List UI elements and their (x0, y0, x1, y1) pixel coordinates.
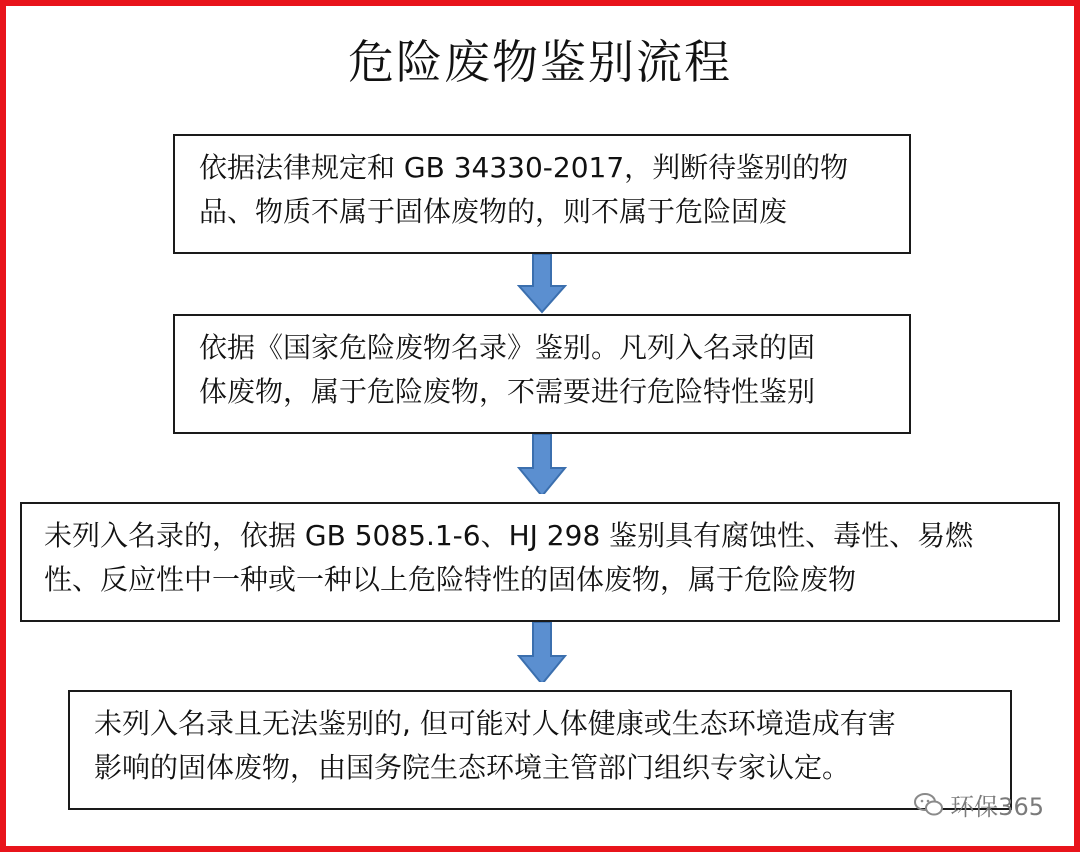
step-2-line-1: 依据《国家危险废物名录》鉴别。凡列入名录的固 (199, 331, 816, 364)
down-arrow-icon (517, 622, 567, 682)
watermark-text: 环保365 (950, 793, 1044, 821)
step-3-line-2: 性、反应性中一种或一种以上危险特性的固体废物，属于危险废物 (44, 563, 857, 596)
step-3-line-1: 未列入名录的，依据 GB 5085.1-6、HJ 298 鉴别具有腐蚀性、毒性、易燃 (44, 519, 974, 552)
step-4-line-2: 影响的固体废物，由国务院生态环境主管部门组织专家认定。 (94, 751, 851, 784)
down-arrow-icon (517, 254, 567, 314)
step-4-line-1: 未列入名录且无法鉴别的, 但可能对人体健康或生态环境造成有害 (94, 707, 896, 740)
step-1-box (173, 134, 911, 254)
step-2-box (173, 314, 911, 434)
step-4-box (68, 690, 1012, 810)
step-2-line-2: 体废物，属于危险废物，不需要进行危险特性鉴别 (199, 375, 816, 408)
watermark (914, 787, 1044, 822)
step-1-line-1: 依据法律规定和 GB 34330-2017，判断待鉴别的物 (199, 151, 849, 184)
wechat-icon (914, 792, 944, 818)
step-3-box (20, 502, 1060, 622)
diagram-title: 危险废物鉴别流程 (348, 35, 732, 89)
step-1-line-2: 品、物质不属于固体废物的，则不属于危险固废 (199, 195, 788, 228)
down-arrow-icon (517, 434, 567, 494)
